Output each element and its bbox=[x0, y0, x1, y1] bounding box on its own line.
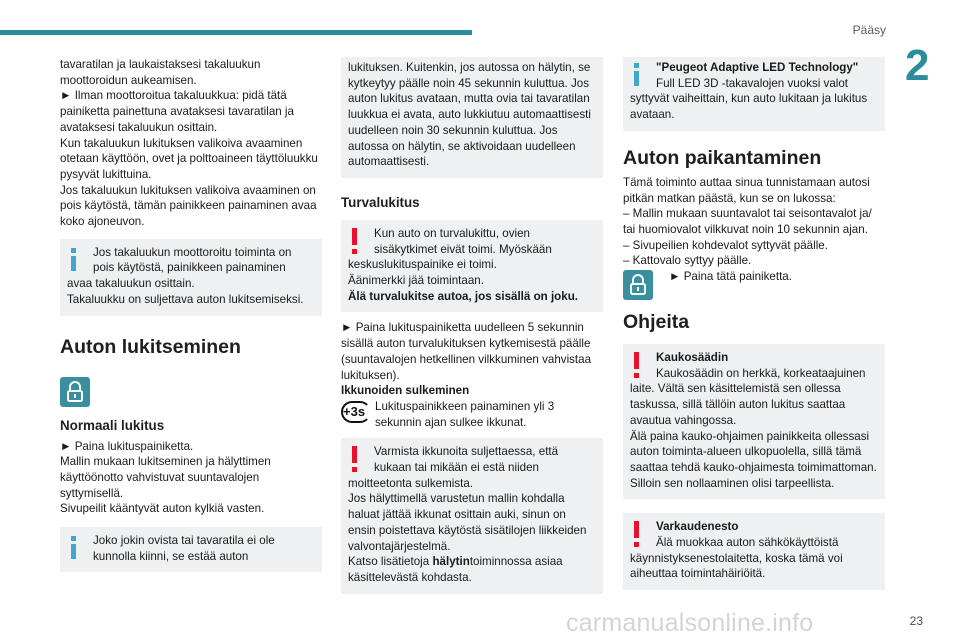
info-text: Joko jokin ovista tai tavaratila ei ole kunnolla kiinni, se estää auton bbox=[93, 534, 275, 563]
list-item: – Sivupeilien kohdevalot syttyvät päälle. bbox=[623, 238, 828, 252]
info-text: lukituksen. Kuitenkin, jos autossa on hälytin, se kytkeytyy päälle noin 45 sekunnin kuluttua. Jos auton lukitus avataan, mutta ovia tai tavaratilan luukkua ei avata, auto lukkiutuu automaattisesti uudelleen noin 30 sekunnin kuluttua. Jos autossa on hälytin, se aktivoidaan uudelleen automaattisesti. bbox=[348, 61, 591, 169]
paragraph: Mallin mukaan lukitseminen ja hälyttimen käyttöönotto vahvistuvat suuntavalojen syttymisellä. bbox=[60, 455, 271, 500]
subheading: Turvalukitus bbox=[341, 194, 420, 210]
section-heading: Ohjeita bbox=[623, 311, 690, 334]
list-item: – Kattovalo syttyy päälle. bbox=[623, 254, 752, 268]
info-box-continued bbox=[341, 57, 603, 178]
warning-text: Kaukosäädin on herkkä, korkeataajuinen laite. Vältä sen käsittelemistä sen ollessa taskussa, sillä tällöin auton lukitus saattaa avautua vahingossa. bbox=[630, 366, 866, 427]
subheading: Normaali lukitus bbox=[60, 417, 165, 433]
paragraph: Tämä toiminto auttaa sinua tunnistamaan autosi pitkän matkan päästä, kun se on lukossa: bbox=[623, 175, 870, 205]
lock-button-icon bbox=[60, 377, 90, 407]
info-text: Takaluukku on suljettava auton lukitsemiseksi. bbox=[67, 292, 304, 306]
info-box bbox=[623, 57, 885, 131]
column-2 bbox=[341, 57, 603, 602]
warning-box bbox=[341, 220, 603, 313]
warning-text: Jos hälyttimellä varustetun mallin kohdalla haluat jättää ikkunat osittain auki, sinun on ensin poistettava käytöstä sisätilojen liikkeiden valvontajärjestelmä. bbox=[348, 492, 587, 553]
locate-instruction bbox=[623, 269, 885, 304]
paragraph: ► Paina tätä painiketta. bbox=[669, 270, 792, 284]
warning-text-bold: Älä turvalukitse autoa, jos sisällä on joku. bbox=[348, 289, 579, 303]
warning-icon bbox=[630, 352, 644, 380]
warning-title: Varkaudenesto bbox=[656, 520, 739, 534]
warning-text: Katso lisätietoja hälytintoiminnossa asiaa käsittelevästä kohdasta. bbox=[348, 555, 563, 584]
warning-text: Älä muokkaa auton sähkökäyttöistä käynnistyksenestolaitetta, koska tämä voi aiheuttaa toimintahäiriöitä. bbox=[630, 536, 843, 581]
chapter-number: 2 bbox=[905, 41, 930, 90]
header-accent-bar bbox=[0, 30, 472, 35]
paragraph: Jos takaluukun lukituksen valikoiva avaaminen on pois käytöstä, tämän painikkeen painaminen avaa koko ajoneuvon. bbox=[60, 183, 317, 229]
warning-box bbox=[341, 438, 603, 593]
warning-text: Kun auto on turvalukittu, ovien sisäkytkimet eivät toimi. Myöskään keskuslukituspainike ei toimi. bbox=[348, 226, 552, 272]
section-label: Pääsy bbox=[852, 23, 886, 37]
warning-box bbox=[623, 344, 885, 499]
info-title: "Peugeot Adaptive LED Technology" bbox=[656, 61, 859, 74]
info-box bbox=[60, 527, 322, 572]
info-icon bbox=[67, 248, 81, 274]
list-item: – Mallin mukaan suuntavalot tai seisontavalot ja/ tai huomiovalot vilkkuvat noin 10 sekunnin ajan. bbox=[623, 207, 872, 236]
warning-icon bbox=[348, 446, 362, 474]
column-1 bbox=[60, 57, 322, 580]
paragraph: Lukituspainikkeen painaminen yli 3 sekunnin ajan sulkee ikkunat. bbox=[375, 399, 555, 429]
hold-3s-icon: +3s bbox=[341, 399, 371, 425]
info-box bbox=[60, 239, 322, 316]
info-icon bbox=[67, 536, 81, 562]
info-text: Jos takaluukun moottoroitu toiminta on pois käytöstä, painikkeen painaminen avaa takaluukun osittain. bbox=[67, 245, 292, 291]
page-number: 23 bbox=[909, 614, 923, 628]
lock-button-icon bbox=[623, 270, 653, 300]
info-text: Full LED 3D -takavalojen vuoksi valot syttyvät vaiheittain, kun auto lukitaan ja lukitus avataan. bbox=[630, 76, 868, 122]
windows-instruction bbox=[341, 399, 603, 430]
warning-icon bbox=[348, 228, 362, 256]
warning-text: Varmista ikkunoita suljettaessa, että kukaan tai mikään ei estä niiden moitteetonta sulkemista. bbox=[348, 445, 559, 490]
warning-text: Älä paina kauko-ohjaimen painikkeita ollessasi auton toiminta-alueen ulkopuolella, sillä tämä saattaa tehdä kauko-ohjaimesta toimimattoman. Silloin sen nollaaminen olisi tarpeellista. bbox=[630, 429, 877, 490]
paragraph: ► Paina lukituspainiketta uudelleen 5 sekunnin sisällä auton turvalukituksen kytkemisestä päälle (suuntavalojen hetkellinen vilkkuminen vahvistaa lukituksen). bbox=[341, 321, 592, 382]
paragraph: Sivupeilit kääntyvät auton kylkiä vasten. bbox=[60, 502, 265, 516]
warning-title: Kaukosäädin bbox=[656, 351, 729, 365]
warning-text: Äänimerkki jää toimintaan. bbox=[348, 274, 484, 288]
warning-icon bbox=[630, 521, 644, 549]
paragraph: tavaratilan ja laukaistaksesi takaluukun moottoroidun aukeamisen. bbox=[60, 58, 261, 87]
alarm-reference: hälytin bbox=[432, 555, 470, 569]
windows-title: Ikkunoiden sulkeminen bbox=[341, 384, 470, 398]
paragraph: ► Ilman moottoroitua takaluukkua: pidä tätä painiketta painettuna avataksesi tavaratilan ja avataksesi takaluukun osittain. bbox=[60, 89, 294, 134]
watermark: carmanualsonline.info bbox=[566, 609, 814, 637]
info-icon bbox=[630, 63, 644, 89]
column-3 bbox=[623, 57, 885, 598]
paragraph: ► Paina lukituspainiketta. bbox=[60, 439, 194, 453]
paragraph: Kun takaluukun lukituksen valikoiva avaaminen otetaan käyttöön, ovet ja polttoaineen täyttöluukku pysyvät lukittuina. bbox=[60, 136, 318, 181]
section-heading: Auton lukitseminen bbox=[60, 335, 241, 358]
section-heading: Auton paikantaminen bbox=[623, 146, 822, 169]
warning-box bbox=[623, 513, 885, 590]
